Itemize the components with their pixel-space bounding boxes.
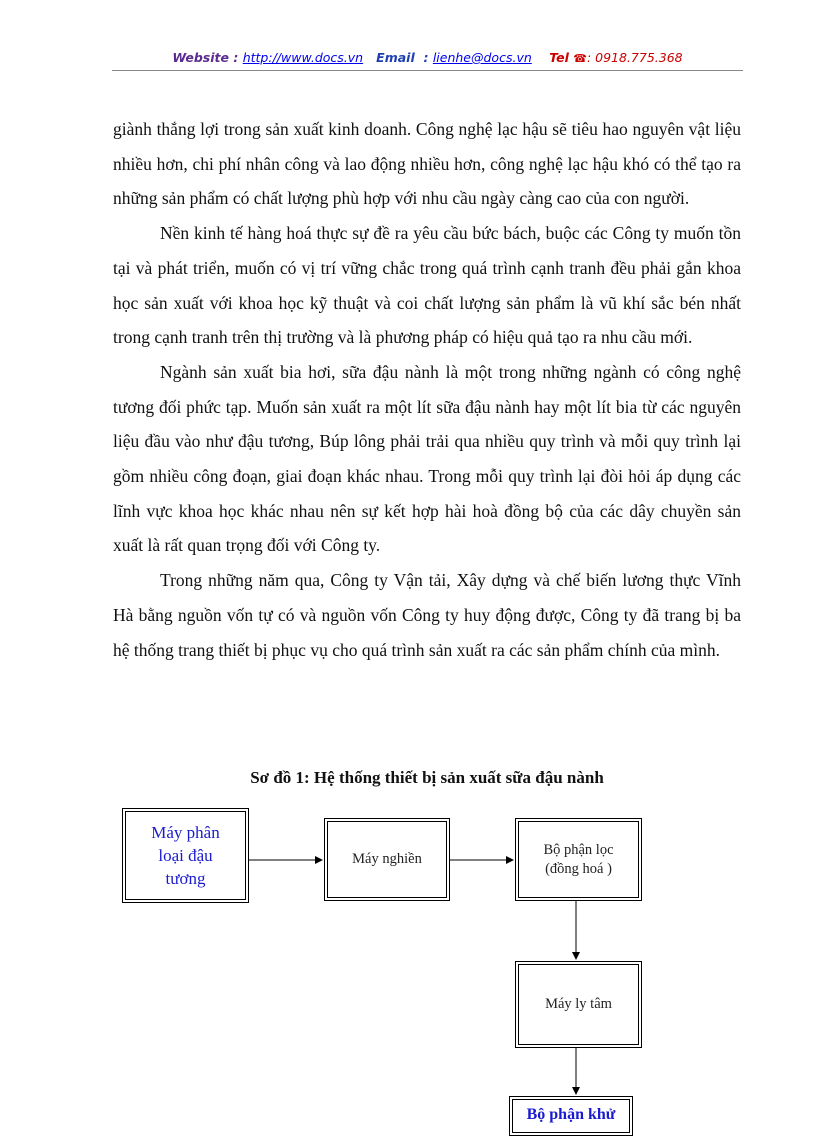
- email-link[interactable]: lienhe@docs.vn: [432, 50, 532, 65]
- node-deaerator: [509, 1096, 633, 1136]
- tel-value: : 0918.775.368: [586, 50, 683, 65]
- website-link[interactable]: http://www.docs.vn: [242, 50, 364, 65]
- node-label: Máy ly tâm: [545, 996, 612, 1012]
- node-filter-homogenizer: [515, 818, 642, 901]
- node-centrifuge: [515, 961, 642, 1048]
- node-label: Máy phân loại đậu tương: [151, 823, 220, 888]
- paragraph-4: Trong những năm qua, Công ty Vận tải, Xây dựng và chế biến lương thực Vĩnh Hà bằng nguồn vốn tự có và nguồn vốn Công ty huy động được, Công ty đã trang bị ba hệ thống trang thiết bị phục vụ cho quá trình sản xuất ra các sản phẩm chính của mình.: [113, 570, 741, 660]
- phone-icon: ☎: [573, 52, 587, 65]
- node-label: Bộ phận lọc (đồng hoá ): [543, 841, 614, 877]
- node-sorting-machine: [122, 808, 249, 903]
- paragraph-2: Nền kinh tế hàng hoá thực sự đề ra yêu cầu bức bách, buộc các Công ty muốn tồn tại và phát triển, muốn có vị trí vững chắc trong quá trình cạnh tranh đều phải gắn khoa học sản xuất với khoa học kỹ thuật và coi chất lượng sản phẩm là vũ khí sắc bén nhất trong cạnh tranh trên thị trường và là phương pháp có hiệu quả tạo ra nhu cầu mới.: [113, 223, 741, 348]
- diagram-caption: Sơ đồ 1: Hệ thống thiết bị sản xuất sữa đậu nành: [250, 768, 604, 787]
- paragraph-1: giành thắng lợi trong sản xuất kinh doanh. Công nghệ lạc hậu sẽ tiêu hao nguyên vật liệu nhiều hơn, chi phí nhân công và lao động nhiều hơn, công nghệ lạc hậu khó có thể tạo ra những sản phẩm có chất lượng phù hợp với nhu cầu ngày càng cao của con người.: [113, 119, 741, 209]
- node-label: Bộ phận khử: [526, 1106, 616, 1123]
- email-separator: :: [423, 50, 429, 65]
- tel-label: Tel: [549, 50, 569, 65]
- email-label: Email: [376, 50, 415, 65]
- node-grinder: [324, 818, 450, 901]
- website-label: Website :: [172, 50, 239, 65]
- node-label: Máy nghiền: [352, 851, 422, 867]
- paragraph-3: Ngành sản xuất bia hơi, sữa đậu nành là một trong những ngành có công nghệ tương đối phức tạp. Muốn sản xuất ra một lít sữa đậu nành hay một lít bia từ các nguyên liệu đầu vào như đậu tương, Búp lông phải trải qua nhiều quy trình và mỗi quy trình lại gồm nhiều công đoạn, giai đoạn khác nhau. Trong mỗi quy trình lại đòi hỏi áp dụng các lĩnh vực khoa học khác nhau nên sự kết hợp hài hoà đồng bộ của các dây chuyền sản xuất là rất quan trọng đối với Công ty.: [113, 361, 741, 556]
